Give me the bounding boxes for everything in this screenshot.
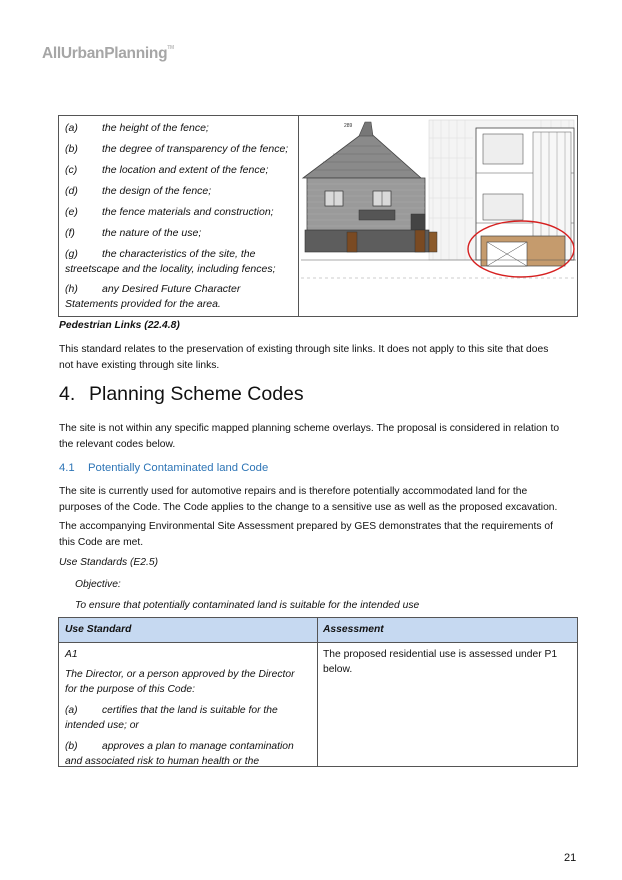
section-4-intro: The site is not within any specific mapped planning scheme overlays. The proposal is considered in relation to the relevant codes below. [59,423,560,450]
column-header-use-standard: Use Standard [65,624,132,635]
criterion-f: (f) the nature of the use; [65,227,202,239]
page-number: 21 [564,852,577,864]
objective-text: To ensure that potentially contaminated land is suitable for the intended use [75,600,420,611]
table-divider [317,618,318,766]
use-standard-table [58,617,578,767]
ridge-height-label: 289 [344,123,353,129]
standard-a1-item-a: (a) certifies that the land is suitable for the intended use; or [65,705,278,731]
fence-criteria-table [58,115,578,317]
criterion-h: (h) any Desired Future Character Statements provided for the area. [65,283,241,310]
standard-a1-label: A1 [65,649,78,660]
standard-a1-item-b: (b) approves a plan to manage contamination and associated risk to human health or the [65,741,294,767]
contamination-paragraph-2: The accompanying Environmental Site Assessment prepared by GES demonstrates that the requirements of this Code are met. [59,521,553,548]
column-header-assessment: Assessment [323,624,384,635]
criterion-e: (e) the fence materials and construction; [65,206,274,218]
assessment-text: The proposed residential use is assessed under P1 below. [323,649,558,675]
criterion-b: (b) the degree of transparency of the fence; [65,143,289,155]
streetscape-elevation-drawing [301,118,576,314]
company-logo: AllUrbanPlanning™ [42,45,174,62]
use-standards-label: Use Standards (E2.5) [59,557,159,568]
pedestrian-links-paragraph: This standard relates to the preservation of existing through site links. It does not apply to this site that does not have existing through site links. [59,344,549,371]
contamination-paragraph-1: The site is currently used for automotive repairs and is therefore potentially accommodated land for the purposes of the Code. The Code applies to the change to a sensitive use as well as the proposed excavation. [59,486,558,513]
criterion-d: (d) the design of the fence; [65,185,212,197]
criterion-g: (g) the characteristics of the site, the streetscape and the locality, including fences; [65,248,276,275]
section-4-1-heading: 4.1 Potentially Contaminated land Code [59,462,269,474]
table-divider [298,116,299,316]
criterion-c: (c) the location and extent of the fence; [65,164,269,176]
standard-a1-text: The Director, or a person approved by the Director for the purpose of this Code: [65,669,295,695]
criterion-a: (a) the height of the fence; [65,122,209,134]
objective-label: Objective: [75,579,121,590]
table-header-row [59,618,577,643]
pedestrian-links-heading: Pedestrian Links (22.4.8) [59,320,180,331]
section-4-heading: 4. Planning Scheme Codes [59,383,304,405]
